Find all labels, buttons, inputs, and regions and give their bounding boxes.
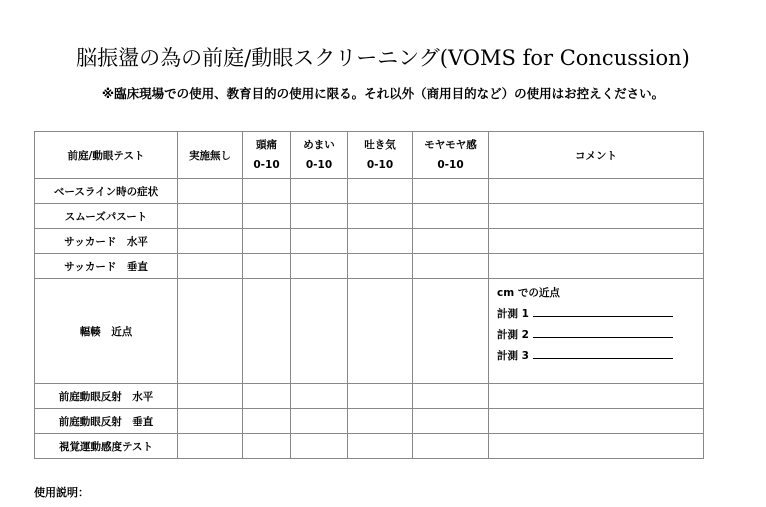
voms-table <box>34 131 704 459</box>
table-row: サッカード 水平 <box>35 229 704 254</box>
table-row: スムーズパスート <box>35 204 704 229</box>
header-nausea: 吐き気 0-10 <box>348 132 413 179</box>
header-headache: 頭痛 0-10 <box>243 132 291 179</box>
usage-instructions-label: 使用説明： <box>34 486 89 499</box>
header-dizziness: めまい 0-10 <box>291 132 348 179</box>
form-body <box>34 131 703 500</box>
table-row: ベースライン時の症状 <box>35 179 704 204</box>
header-none: 実施無し <box>178 132 243 179</box>
header-comment: コメント <box>489 132 704 179</box>
npc-comment[interactable]: cm での近点 計測 1 計測 2 計測 3 <box>489 279 704 384</box>
table-row: サッカード 垂直 <box>35 254 704 279</box>
header-test: 前庭/動眼テスト <box>35 132 178 179</box>
table-row: 前庭動眼反射 水平 <box>35 384 704 409</box>
table-row: 視覚運動感度テスト <box>35 434 704 459</box>
usage-notice: ※臨床現場での使用、教育目的の使用に限る。それ以外（商用目的など）の使用はお控えください。 <box>101 86 665 101</box>
table-row: 前庭動眼反射 垂直 <box>35 409 704 434</box>
header-row <box>35 132 704 179</box>
table-row-npc: 輻輳 近点 cm での近点 計測 1 計測 2 計測 3 <box>35 279 704 384</box>
page-title: 脳振盪の為の前庭/動眼スクリーニング(VOMS for Concussion) <box>76 46 690 70</box>
header-fogginess: モヤモヤ感 0-10 <box>413 132 489 179</box>
